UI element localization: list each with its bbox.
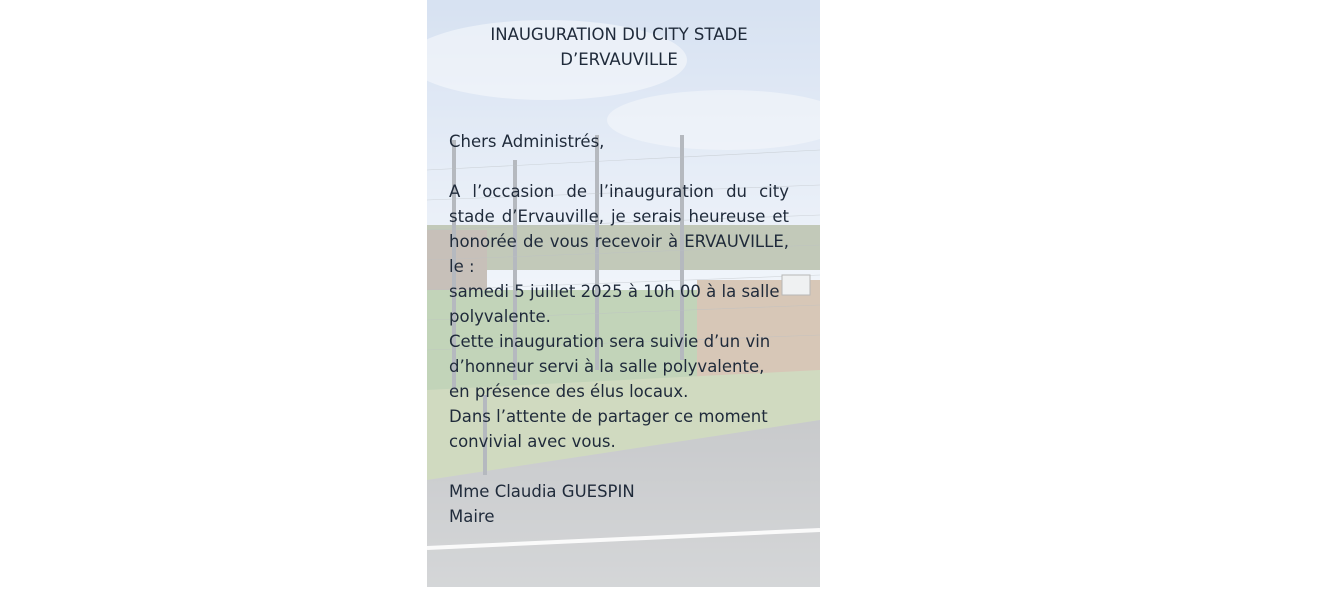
event-date-line: samedi 5 juillet 2025 à 10h 00 à la salle polyvalente. xyxy=(449,282,780,326)
invitation-paragraph-1: A l’occasion de l’inauguration du city stade d’Ervauville, je serais heureuse et honorée de vous recevoir à ERVAUVILLE, le : xyxy=(449,182,789,276)
signature-name: Mme Claudia GUESPIN xyxy=(449,482,635,501)
invitation-card xyxy=(427,0,820,587)
invitation-title xyxy=(449,22,789,72)
signature-title: Maire xyxy=(449,507,495,526)
salutation: Chers Administrés, xyxy=(449,132,605,151)
invitation-paragraph-2: Cette inauguration sera suivie d’un vin d’honneur servi à la salle polyvalente, en présence des élus locaux. xyxy=(449,332,771,401)
invitation-paragraph-3: Dans l’attente de partager ce moment convivial avec vous. xyxy=(449,407,768,451)
title-line-1: INAUGURATION DU CITY STADE xyxy=(490,25,748,44)
title-line-2: D’ERVAUVILLE xyxy=(560,50,678,69)
invitation-text xyxy=(449,22,789,529)
